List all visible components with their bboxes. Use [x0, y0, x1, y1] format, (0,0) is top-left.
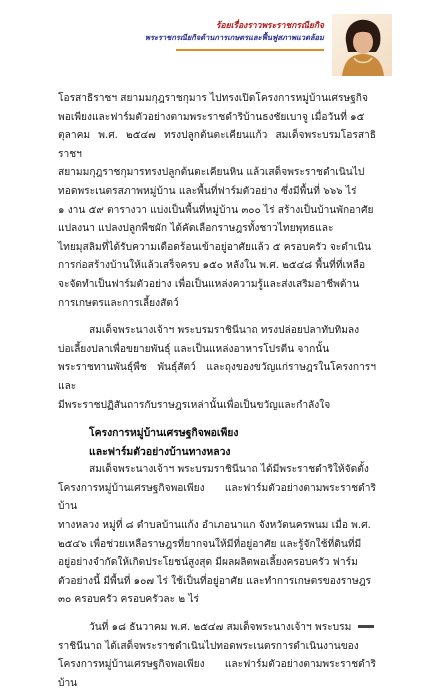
- text-line: ๒๕๔๖ เพื่อช่วยเหลือราษฎรที่ยากจนให้มีที่อยู่อาศัย และรู้จักใช้ที่ดินที่มี: [58, 538, 362, 550]
- text-line: วันที่ ๑๘ ธันวาคม พ.ศ. ๒๕๔๗ สมเด็จพระนางเจ้าฯ พระบรม: [89, 622, 352, 634]
- text-line: มีพระราชปฏิสันถารกับราษฎรเหล่านั้นเพื่อเป็นขวัญและกำลังใจ: [58, 399, 331, 411]
- page-header: [0, 0, 432, 84]
- text-line: อยู่อย่างจำกัดให้เกิดประโยชน์สูงสุด มีผลผลิตพอเลี้ยงครอบครัว ฟาร์ม: [58, 557, 358, 569]
- text-line: บ่อเลี้ยงปลาเพื่อขยายพันธุ์ และเป็นแหล่งอาหารโปรตีน จากนั้น: [58, 343, 330, 355]
- text-line: ราชินีนาถ ได้เสด็จพระราชดำเนินไปทอดพระเนตรการดำเนินงานของ: [58, 640, 359, 652]
- article-body: [58, 90, 376, 693]
- header-titles: [145, 20, 324, 44]
- text-line: การเกษตรและการเลี้ยงสัตว์: [58, 297, 179, 309]
- text-line: สยามมกุฎราชกุมารทรงปลูกต้นตะเคียนหิน แล้วเสด็จพระราชดำเนินไป: [58, 167, 365, 179]
- paragraph-3: [58, 461, 376, 610]
- text-line: ไทยมุสลิมที่ได้รับความเดือดร้อนเข้าอยู่อาศัยแล้ว ๕ ครอบครัว จะดำเนิน: [58, 241, 372, 253]
- section-title-line: โครงการหมู่บ้านเศรษฐกิจพอเพียง: [89, 427, 239, 440]
- text-line: สมเด็จพระนางเจ้าฯ พระบรมราชินีนาถ ทรงปล่อยปลาทับทิมลง: [89, 325, 360, 337]
- portrait-image: [332, 14, 392, 76]
- text-line: พอเพียงและฟาร์มตัวอย่างตามพระราชดำริบ้านธงชัยเบาจู เมื่อวันที่ ๑๕: [58, 111, 365, 123]
- page-footer-mark: [358, 625, 374, 628]
- text-line: จะจัดทำเป็นฟาร์มตัวอย่าง เพื่อเป็นแหล่งความรู้และส่งเสริมอาชีพด้าน: [58, 278, 360, 290]
- text-line: ๓๐ ครอบครัว ครอบครัวละ ๒ ไร่: [58, 594, 199, 606]
- section-heading: [58, 424, 376, 461]
- section-title-line: และฟาร์มตัวอย่างบ้านทางหลวง: [89, 445, 231, 458]
- text-line: ๑ งาน ๕๙ ตารางวา แบ่งเป็นพื้นที่หมู่บ้าน ๓๐๐ ไร่ สร้างเป็นบ้านพักอาศัย: [58, 204, 374, 216]
- text-line: โอรสาธิราชฯ สยามมกุฎราชกุมาร ไปทรงเปิดโครงการหมู่บ้านเศรษฐกิจ: [58, 93, 368, 104]
- text-line: โครงการหมู่บ้านเศรษฐกิจพอเพียง และฟาร์มตัวอย่างตามพระราชดำริบ้าน: [58, 659, 376, 689]
- header-divider: [176, 49, 324, 51]
- text-line: ตัวอย่างนี้ มีพื้นที่ ๑๐๗ ไร่ ใช้เป็นที่อยู่อาศัย และทำการเกษตรของราษฎร: [58, 575, 372, 587]
- text-line: การก่อสร้างบ้านให้แล้วเสร็จครบ ๑๕๐ หลังใน พ.ศ. ๒๕๔๘ พื้นที่ที่เหลือ: [58, 260, 366, 272]
- text-line: ตุลาคม พ.ศ. ๒๕๔๗ ทรงปลูกต้นตะเคียนแก้ว สมเด็จพระบรมโอรสาธิราชฯ: [58, 130, 376, 160]
- text-line: แปลงนา แปลงปลูกพืชผัก ได้คัดเลือกราษฎรทั้งชาวไทยพุทธและ: [58, 223, 334, 235]
- paragraph-2: [58, 322, 376, 415]
- chapter-title: พระราชกรณียกิจด้านการเกษตรและฟื้นฟูสภาพแวดล้อม: [145, 33, 324, 42]
- text-line: โครงการหมู่บ้านเศรษฐกิจพอเพียง และฟาร์มตัวอย่างตามพระราชดำริบ้าน: [58, 482, 376, 513]
- text-line: สมเด็จพระนางเจ้าฯ พระบรมราชินีนาถ ได้มีพระราชดำริให้จัดตั้ง: [89, 464, 369, 476]
- paragraph-4: [58, 619, 376, 693]
- text-line: พระราชทานพันธุ์พืช พันธุ์สัตว์ และถุงของขวัญแก่ราษฎรในโครงการฯ และ: [58, 362, 376, 392]
- text-line: ทอดพระเนตรสภาพหมู่บ้าน และพื้นที่ฟาร์มตัวอย่าง ซึ่งมีพื้นที่ ๖๖๖ ไร่: [58, 185, 357, 197]
- series-title: ร้อยเรื่องราวพระราชกรณียกิจ: [215, 21, 324, 31]
- paragraph-1: [58, 90, 376, 313]
- text-line: ทางหลวง หมู่ที่ ๘ ตำบลบ้านแก้ง อำเภอนาแก จังหวัดนครพนม เมื่อ พ.ศ.: [58, 520, 371, 532]
